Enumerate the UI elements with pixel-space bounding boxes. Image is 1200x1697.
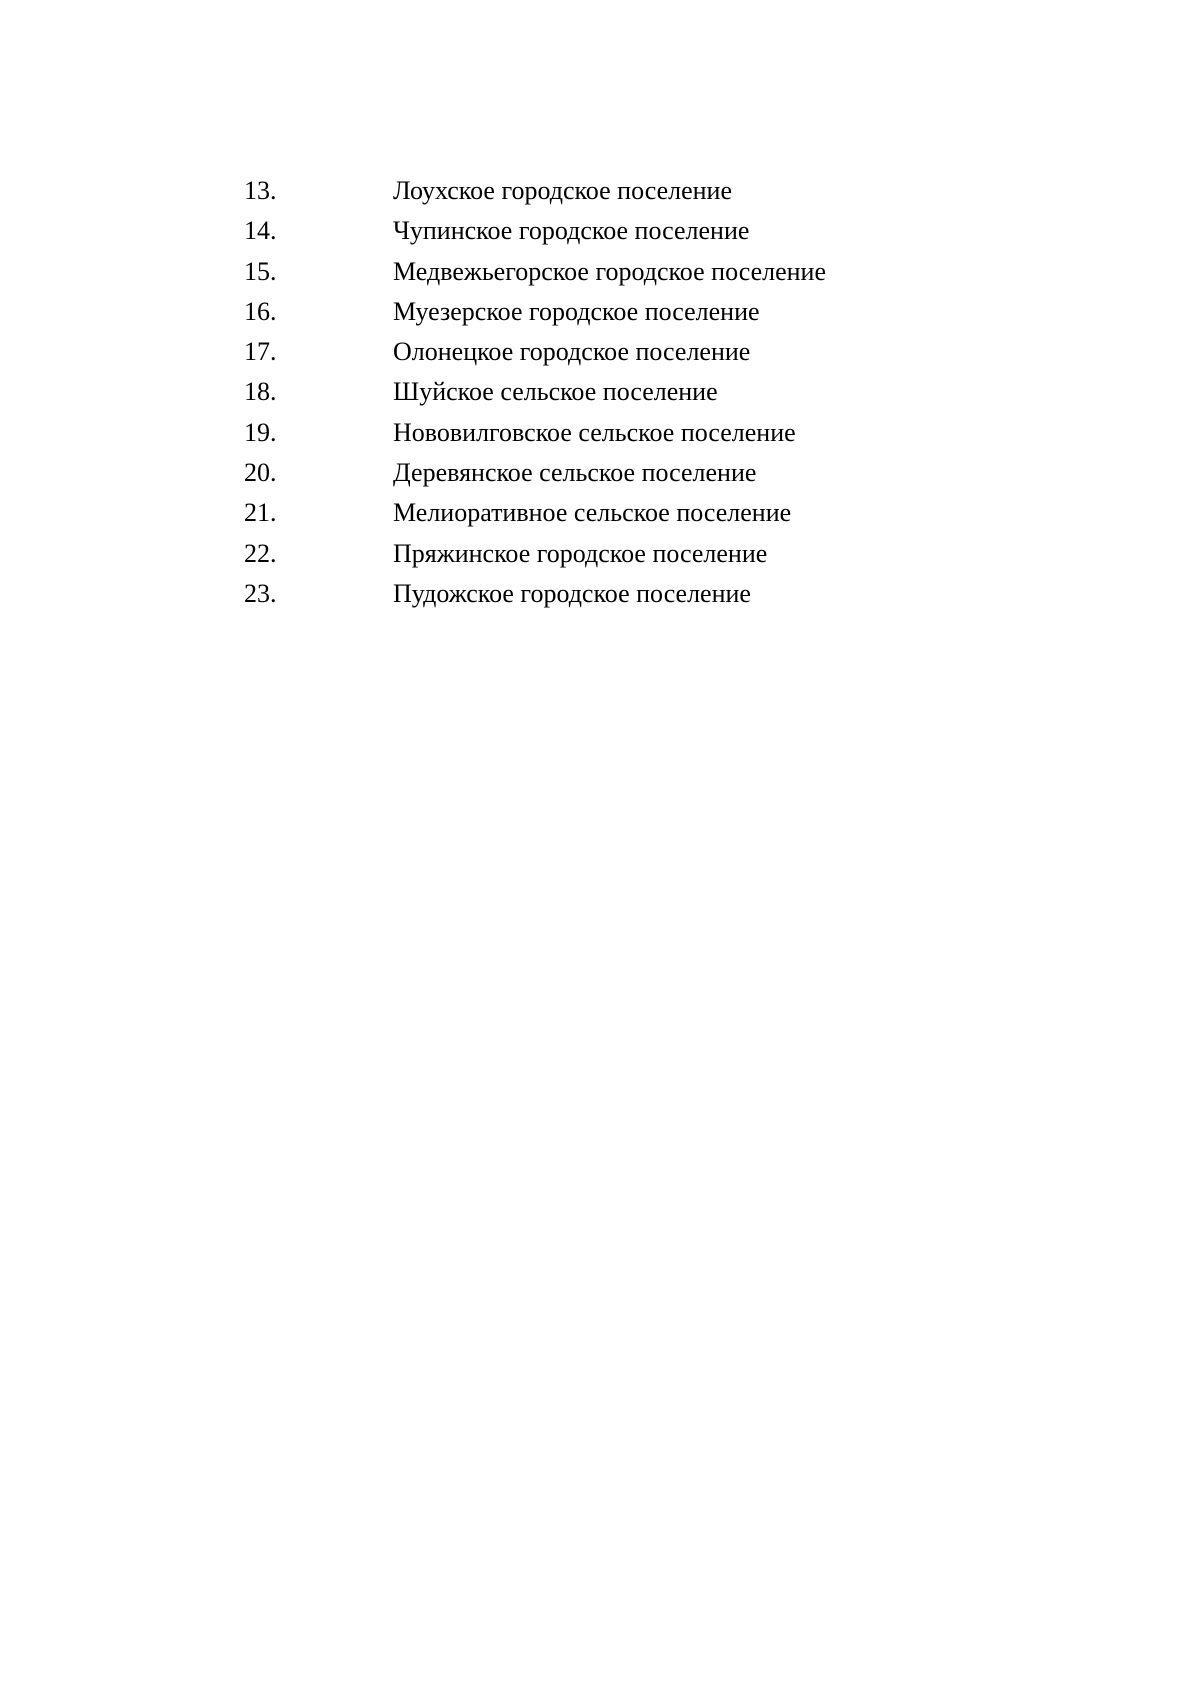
item-number: 13. (244, 176, 277, 205)
item-name: Медвежьегорское городское поселение (393, 256, 826, 286)
item-name: Лоухское городское поселение (393, 176, 733, 205)
list-item (244, 372, 1004, 412)
list-item (244, 171, 1004, 211)
item-number: 22. (244, 538, 277, 568)
list-item (244, 493, 1004, 533)
item-name: Пудожское городское поселение (393, 578, 751, 608)
item-name: Шуйское сельское поселение (393, 377, 718, 407)
item-name: Нововилговское сельское поселение (393, 417, 796, 447)
item-name: Деревянское сельское поселение (393, 458, 757, 488)
item-name: Чупинское городское поселение (393, 216, 750, 246)
item-name: Муезерское городское поселение (393, 296, 760, 326)
item-number: 15. (244, 256, 277, 286)
item-number: 20. (244, 458, 277, 488)
item-name: Олонецкое городское поселение (393, 337, 751, 367)
list-item (244, 292, 1004, 332)
item-number: 14. (244, 216, 277, 246)
item-number: 16. (244, 296, 277, 326)
item-number: 23. (244, 578, 277, 608)
item-number: 21. (244, 498, 277, 528)
list-item (244, 332, 1004, 372)
list-item (244, 413, 1004, 453)
item-name: Мелиоративное сельское поселение (393, 498, 792, 528)
item-name: Пряжинское городское поселение (393, 538, 768, 568)
list-item (244, 211, 1004, 251)
settlement-list (244, 171, 1004, 614)
item-number: 17. (244, 337, 277, 367)
item-number: 18. (244, 377, 277, 407)
item-number: 19. (244, 417, 277, 447)
list-item (244, 453, 1004, 493)
list-item (244, 574, 1004, 614)
list-item (244, 252, 1004, 292)
list-item (244, 534, 1004, 574)
